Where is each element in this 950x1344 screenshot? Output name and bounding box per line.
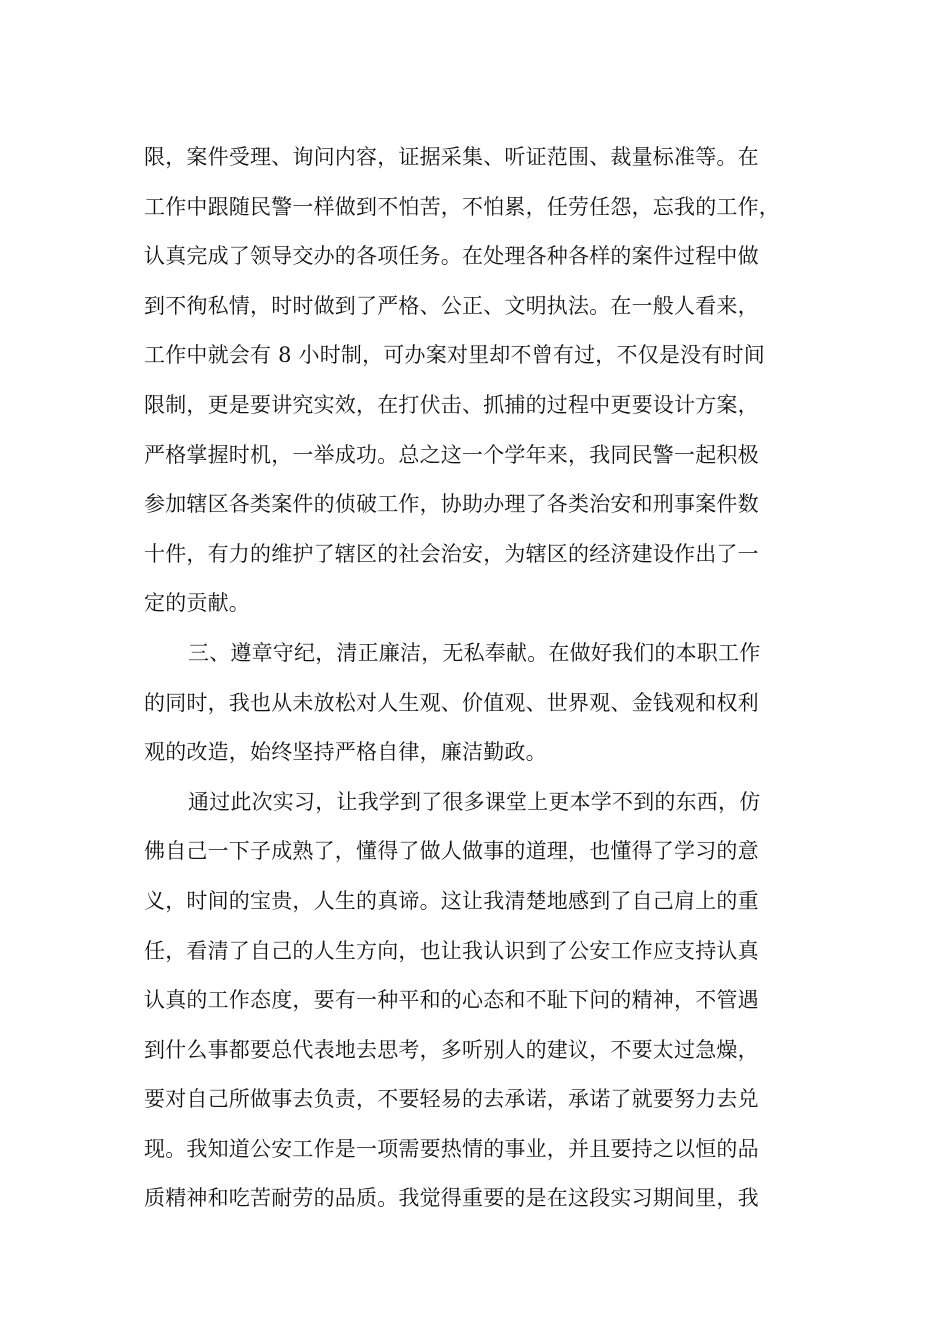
text-line: 认真完成了领导交办的各项任务。在处理各种各样的案件过程中做 xyxy=(144,244,759,269)
text-line: 的同时，我也从未放松对人生观、价值观、世界观、金钱观和权利 xyxy=(144,690,759,715)
paragraph-start-line: 通过此次实习，让我学到了很多课堂上更本学不到的东西，仿 xyxy=(188,789,761,814)
text-line: 十件，有力的维护了辖区的社会治安，为辖区的经济建设作出了一 xyxy=(144,541,759,566)
text-line: 观的改造，始终坚持严格自律，廉洁勤政。 xyxy=(144,740,547,765)
text-line: 任，看清了自己的人生方向，也让我认识到了公安工作应支持认真 xyxy=(144,938,759,963)
text-line: 义，时间的宝贵，人生的真谛。这让我清楚地感到了自己肩上的重 xyxy=(144,888,759,913)
text-line: 认真的工作态度，要有一种平和的心态和不耻下问的精神，不管遇 xyxy=(144,988,759,1013)
text-line: 佛自己一下子成熟了，懂得了做人做事的道理，也懂得了学习的意 xyxy=(144,839,759,864)
text-line: 严格掌握时机，一举成功。总之这一个学年来，我同民警一起积极 xyxy=(144,442,759,467)
text-line: 到什么事都要总代表地去思考，多听别人的建议，不要太过急燥， xyxy=(144,1037,759,1062)
text-line: 限，案件受理、询问内容，证据采集、听证范围、裁量标准等。在 xyxy=(144,145,759,169)
text-line: 要对自己所做事去负责，不要轻易的去承诺，承诺了就要努力去兑 xyxy=(144,1087,759,1112)
text-line: 参加辖区各类案件的侦破工作，协助办理了各类治安和刑事案件数 xyxy=(144,492,759,517)
text-line: 限制，更是要讲究实效，在打伏击、抓捕的过程中更要设计方案， xyxy=(144,392,759,417)
document-body xyxy=(144,133,824,1224)
text-line: 现。我知道公安工作是一项需要热情的事业，并且要持之以恒的品 xyxy=(144,1136,759,1161)
text-line: 定的贡献。 xyxy=(144,591,250,616)
text-line: 工作中跟随民警一样做到不怕苦，不怕累，任劳任怨，忘我的工作， xyxy=(144,194,780,219)
text-line: 质精神和吃苦耐劳的品质。我觉得重要的是在这段实习期间里，我 xyxy=(144,1186,759,1211)
text-line: 到不徇私情，时时做到了严格、公正、文明执法。在一般人看来， xyxy=(144,293,759,318)
text-line: 工作中就会有 8 小时制，可办案对里却不曾有过，不仅是没有时间 xyxy=(144,343,765,368)
paragraph-start-line: 三、遵章守纪，清正廉洁，无私奉献。在做好我们的本职工作 xyxy=(188,640,761,665)
